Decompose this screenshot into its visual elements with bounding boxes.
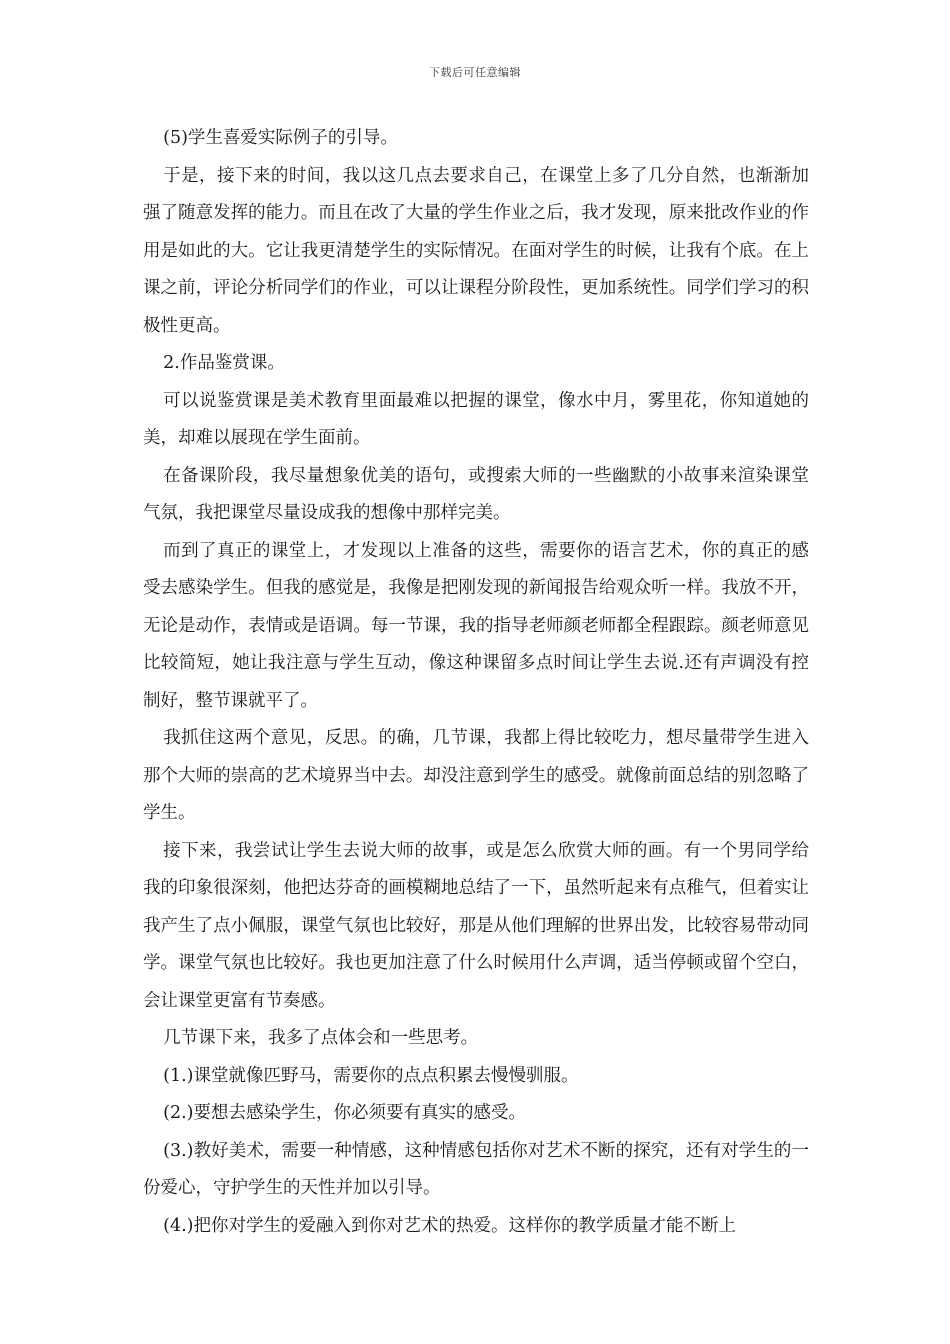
paragraph-point-5: (5)学生喜爱实际例子的引导。: [163, 128, 398, 148]
list-item: (2.)要想去感染学生，你必须要有真实的感受。: [163, 1103, 526, 1123]
paragraph: 接下来，我尝试让学生去说大师的故事，或是怎么欣赏大师的画。有一个男同学给我的印象很深刻，他把达芬奇的画模糊地总结了一下，虽然听起来有点稚气，但着实让我产生了点小佩服，课堂气氛也比较好，那是从他们理解的世界出发，比较容易带动同学。课堂气氛也比较好。我也更加注意了什么时候用什么声调，适当停顿或留个空白，会让课堂更富有节奏感。: [143, 840, 809, 1011]
paragraph: 几节课下来，我多了点体会和一些思考。: [163, 1028, 479, 1048]
page-header: 下载后可任意编辑: [429, 66, 521, 79]
paragraph: 可以说鉴赏课是美术教育里面最难以把握的课堂，像水中月，雾里花，你知道她的美，却难以展现在学生面前。: [143, 390, 809, 448]
list-item: (1.)课堂就像匹野马，需要你的点点积累去慢慢驯服。: [163, 1065, 579, 1086]
section-heading: 2.作品鉴赏课。: [163, 353, 285, 373]
paragraph: 我抓住这两个意见，反思。的确，几节课，我都上得比较吃力，想尽量带学生进入那个大师的崇高的艺术境界当中去。却没注意到学生的感受。就像前面总结的别忽略了学生。: [143, 728, 809, 823]
paragraph: 而到了真正的课堂上，才发现以上准备的这些，需要你的语言艺术，你的真正的感受去感染学生。但我的感觉是，我像是把刚发现的新闻报告给观众听一样。我放不开，无论是动作，表情或是语调。每一节课，我的指导老师颜老师都全程跟踪。颜老师意见比较简短，她让我注意与学生互动，像这种课留多点时间让学生去说.还有声调没有控制好，整节课就平了。: [143, 540, 809, 711]
list-item: (4.)把你对学生的爱融入到你对艺术的热爱。这样你的教学质量才能不断上: [163, 1215, 736, 1236]
paragraph: 在备课阶段，我尽量想象优美的语句，或搜索大师的一些幽默的小故事来渲染课堂气氛，我把课堂尽量设成我的想像中那样完美。: [143, 465, 809, 523]
paragraph: 于是，接下来的时间，我以这几点去要求自己，在课堂上多了几分自然，也渐渐加强了随意发挥的能力。而且在改了大量的学生作业之后，我才发现，原来批改作业的作用是如此的大。它让我更清楚学生的实际情况。在面对学生的时候，让我有个底。在上课之前，评论分析同学们的作业，可以让课程分阶段性，更加系统性。同学们学习的积极性更高。: [143, 165, 809, 336]
document-body: [143, 120, 809, 1245]
list-item: (3.)教好美术，需要一种情感，这种情感包括你对艺术不断的探究，还有对学生的一份爱心，守护学生的天性并加以引导。: [143, 1140, 809, 1198]
